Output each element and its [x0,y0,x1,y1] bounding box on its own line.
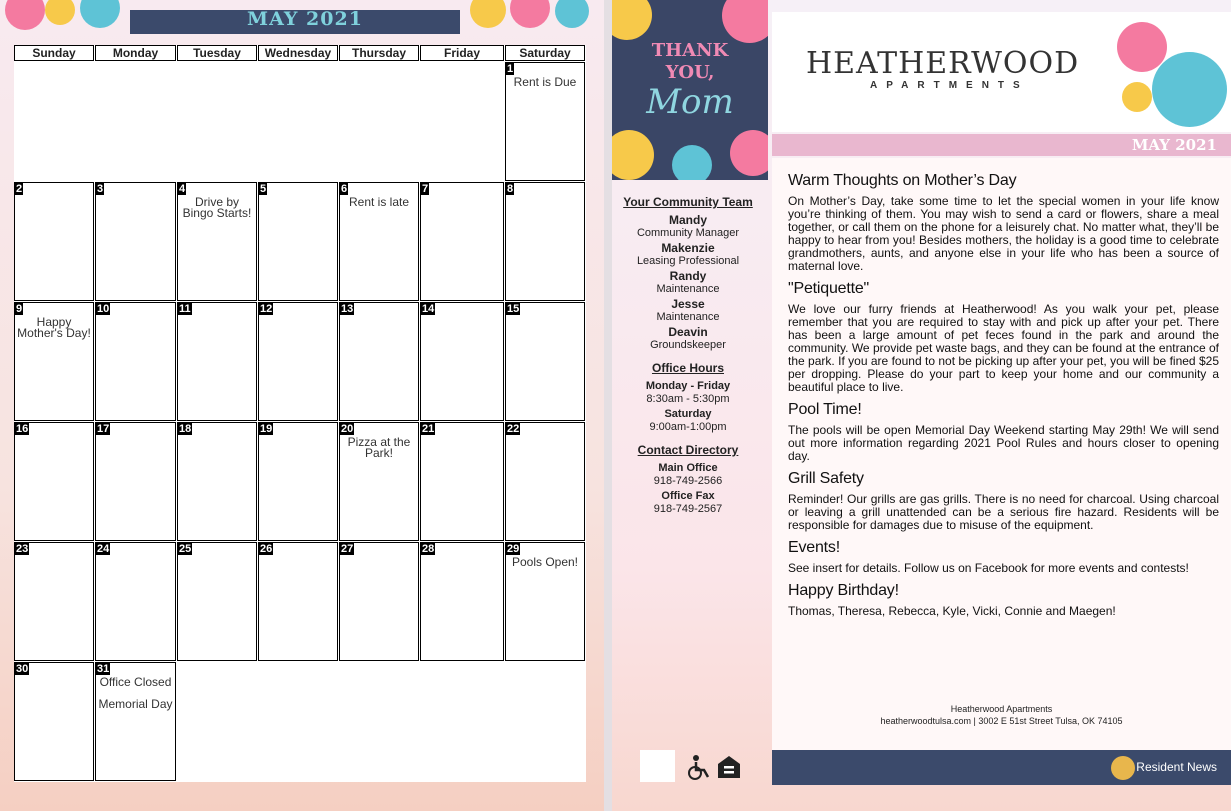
day-number: 13 [341,303,354,315]
day-number: 27 [341,543,354,555]
day-event: Drive by Bingo Starts! [182,195,252,220]
calendar-grid [14,45,586,782]
day-number: 14 [422,303,435,315]
calendar-day [505,302,585,421]
calendar-title: MAY 2021 [247,8,363,30]
hours-days: Saturday [664,408,712,420]
day-event: Pizza at the Park! [347,435,411,460]
team-member-role: Maintenance [656,283,720,295]
footer-company: Heatherwood Apartments [950,704,1053,714]
team-member-name: Mandy [668,213,707,227]
team-member-name: Deavin [668,325,708,339]
calendar-day [258,182,338,301]
calendar-day [95,542,176,661]
day-number: 28 [422,543,435,555]
article-text: The pools will be open Memorial Day Weekend starting May 29th! We will send out more information regarding 2021 Pool Rules and hours closer to opening day. [788,423,1219,463]
bottom-bar [772,750,1231,785]
day-number: 29 [507,543,520,555]
day-number: 30 [16,663,29,675]
footer [772,703,1231,727]
weekday-header: Tuesday [177,45,257,61]
contact-label: Main Office [658,462,718,474]
article-heading: Events! [788,539,840,556]
day-event: Office Closed Memorial Day [98,675,173,711]
weekday-header: Sunday [14,45,94,61]
day-number: 10 [97,303,110,315]
accessibility-icons [640,750,740,782]
day-number: 12 [260,303,273,315]
day-event: Rent is Due [513,75,577,89]
day-number: 7 [422,183,429,195]
sidebar [612,196,764,518]
weekday-header: Saturday [505,45,585,61]
day-number: 31 [97,663,110,675]
team-member-role: Groundskeeper [650,339,726,351]
calendar-day [177,302,257,421]
weekday-header: Wednesday [258,45,338,61]
calendar-day [505,62,585,181]
calendar-day [95,422,176,541]
team-member-role: Community Manager [636,227,740,239]
article-text: See insert for details. Follow us on Facebook for more events and contests! [788,561,1189,575]
calendar-day [339,542,419,661]
day-number: 2 [16,183,23,195]
calendar-day [420,302,504,421]
article-text: Thomas, Theresa, Rebecca, Kyle, Vicki, Connie and Maegen! [788,604,1116,618]
hours-time: 9:00am-1:00pm [649,421,727,433]
calendar-day [95,302,176,421]
day-number: 19 [260,423,273,435]
calendar-day [95,182,176,301]
calendar-day [14,542,94,661]
day-number: 1 [507,63,514,75]
day-number: 15 [507,303,520,315]
day-event: Pools Open! [511,555,579,569]
team-member-name: Makenzie [661,241,715,255]
calendar-day [177,422,257,541]
day-number: 25 [179,543,192,555]
team-member-role: Leasing Professional [636,255,740,267]
wheelchair-icon [640,750,740,782]
article-heading: Warm Thoughts on Mother’s Day [788,172,1017,189]
calendar-day [339,302,419,421]
calendar-day [420,542,504,661]
calendar-day [505,182,585,301]
you-text: YOU, [665,62,715,83]
day-number: 21 [422,423,435,435]
contact-heading: Contact Directory [637,443,739,457]
day-event: Happy Mother's Day! [17,315,91,340]
issue-date: MAY 2021 [1131,136,1217,154]
day-number: 23 [16,543,29,555]
articles [788,172,1219,625]
contact-number: 918-749-2566 [653,475,723,487]
day-number: 16 [16,423,29,435]
calendar-day [339,182,419,301]
hours-heading: Office Hours [651,361,724,375]
article-heading: Grill Safety [788,470,864,487]
footer-address: heatherwoodtulsa.com | 3002 E 51st Street Tulsa, OK 74105 [880,716,1123,726]
team-member-name: Jesse [671,297,705,311]
day-event: Rent is late [348,195,410,209]
calendar-day [420,182,504,301]
calendar-day [258,422,338,541]
calendar-day [258,302,338,421]
team-member-role: Maintenance [656,311,720,323]
weekday-header: Friday [420,45,504,61]
day-number: 4 [179,183,186,195]
day-number: 18 [179,423,192,435]
article-heading: Happy Birthday! [788,582,899,599]
calendar-day [420,422,504,541]
calendar-day [14,662,94,781]
hours-days: Monday - Friday [645,380,731,392]
day-number: 26 [260,543,273,555]
calendar-day [177,542,257,661]
calendar-day [258,542,338,661]
team-member-name: Randy [669,269,707,283]
calendar-day [505,542,585,661]
weekday-header: Thursday [339,45,419,61]
day-number: 11 [179,303,191,315]
thank-you-mom-graphic [612,0,768,180]
mom-text: Mom [646,82,734,122]
day-number: 6 [341,183,348,195]
page-gutter [604,0,612,811]
day-number: 20 [341,423,354,435]
heatherwood-logo: HEATHERWOOD [806,46,1080,81]
resident-news-icon [1111,756,1135,780]
resident-news-label: Resident News [1136,760,1217,774]
day-number: 3 [97,183,104,195]
calendar-day [339,422,419,541]
calendar-day [14,422,94,541]
thank-text: THANK [651,40,729,61]
article-heading: "Petiquette" [788,280,870,297]
day-number: 24 [97,543,110,555]
day-number: 9 [16,303,23,315]
article-text: Reminder! Our grills are gas grills. There is no need for charcoal. Using charcoal or leaving a grill unattended can be a serious fire hazard. Residents will be responsible for damages due to misuse of the equipment. [788,492,1219,532]
weekday-header: Monday [95,45,176,61]
calendar-day [14,302,94,421]
calendar-day [505,422,585,541]
hours-time: 8:30am - 5:30pm [646,393,730,405]
team-heading: Your Community Team [623,195,753,209]
day-number: 17 [97,423,110,435]
day-number: 8 [507,183,514,195]
article-text: On Mother’s Day, take some time to let the special women in your life know you’re thinking of them. You may wish to send a card or flowers, share a meal together, or call them on the phone for a leisurely chat. No matter what, they’ll be happy to hear from you! Besides mothers, the holiday is a good time to celebrate grandmothers, aunts, and anyone else in your life who has been a source of maternal love. [788,194,1219,273]
apartments-subtitle: APARTMENTS [870,80,1029,91]
article-heading: Pool Time! [788,401,862,418]
issue-date-band [772,134,1231,156]
contact-number: 918-749-2567 [653,503,723,515]
calendar-day [14,182,94,301]
contact-label: Office Fax [661,490,715,502]
calendar-banner [0,0,604,35]
article-text: We love our furry friends at Heatherwood! As you walk your pet, please remember that you are required to stay with and pick up after your pet. There has been a large amount of pet feces found in the park and around the community. We provide pet waste bags, and they can be found at the entrance of the park. If you are found to not be picking up after your pet, you will be fined $25 per dropping. Please do your part to keep your home and our community a beautiful place to live. [788,302,1219,394]
day-number: 5 [260,183,267,195]
day-number: 22 [507,423,520,435]
calendar-day [177,182,257,301]
calendar-day [95,662,176,781]
